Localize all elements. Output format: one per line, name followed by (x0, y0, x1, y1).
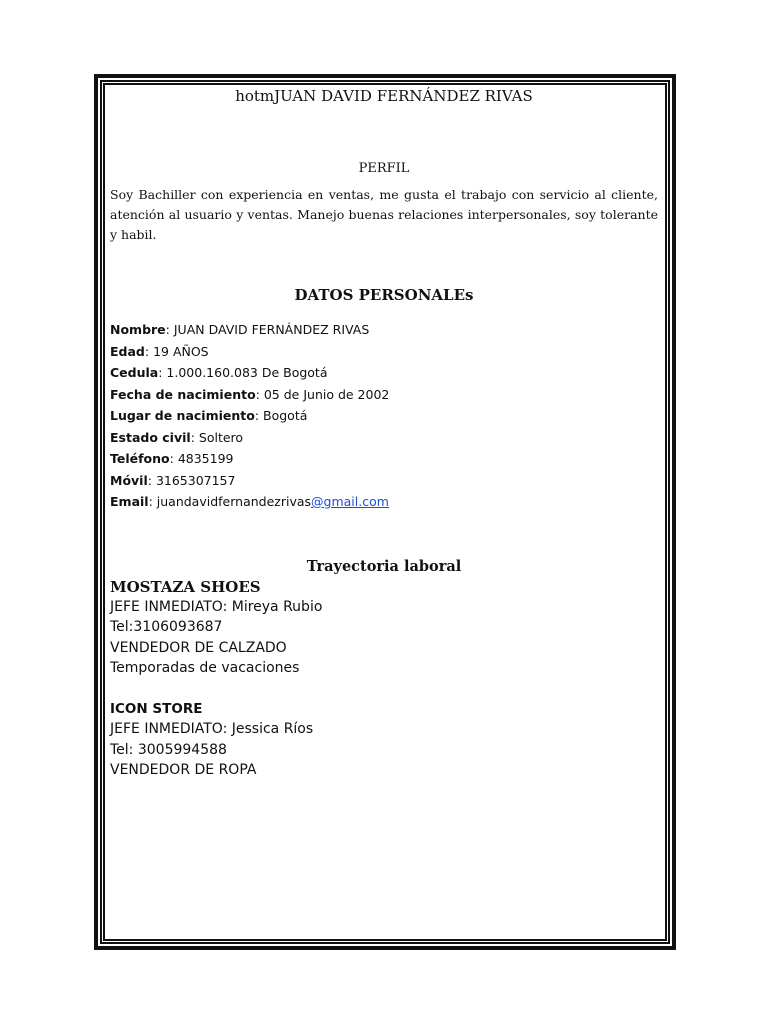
telefono-value: 4835199 (177, 451, 234, 466)
lugar-nacimiento-value: Bogotá (263, 408, 308, 423)
job2-jefe: JEFE INMEDIATO: Jessica Ríos (110, 721, 314, 737)
cedula-label: Cedula (110, 365, 159, 380)
fecha-nacimiento-value: 05 de Junio de 2002 (263, 386, 390, 402)
job2-cargo: VENDEDOR DE ROPA (110, 762, 257, 778)
cedula-value: 1.000.160.083 De Bogotá (166, 365, 328, 380)
datos-row-fecha-nacimiento: Fecha de nacimiento: 05 de Junio de 2002 (110, 386, 390, 402)
estado-civil-label: Estado civil (110, 429, 191, 445)
datos-row-email: Email: juandavidfernandezrivas@gmail.com (110, 494, 389, 509)
datos-personales-list (110, 319, 658, 513)
trayectoria-heading: Trayectoria laboral (306, 557, 462, 575)
email-user: juandavidfernandezrivas (156, 494, 312, 509)
datos-row-lugar-nacimiento: Lugar de nacimiento: Bogotá (110, 408, 308, 423)
edad-value: 19 AÑOS (153, 343, 209, 359)
edad-label: Edad (110, 343, 145, 359)
email-domain-link[interactable]: @gmail.com (311, 494, 389, 509)
nombre-value: JUAN DAVID FERNÁNDEZ RIVAS (173, 322, 370, 337)
movil-value: 3165307157 (155, 472, 236, 488)
job1-periodo: Temporadas de vacaciones (110, 660, 300, 676)
datos-row-movil: Móvil: 3165307157 (110, 472, 236, 488)
nombre-label: Nombre (110, 322, 166, 337)
datos-row-estado-civil: Estado civil: Soltero (110, 429, 244, 445)
job2-tel: Tel: 3005994588 (110, 741, 227, 758)
perfil-text: Soy Bachiller con experiencia en ventas, me gusta el trabajo con servicio al cliente, atención al usuario y ventas. Manejo buenas relaciones interpersonales, soy tolerante y habil. (110, 187, 658, 242)
datos-row-edad: Edad: 19 AÑOS (110, 343, 209, 359)
email-label: Email (110, 494, 149, 509)
telefono-label: Teléfono (110, 451, 170, 466)
job2-company: ICON STORE (110, 700, 203, 717)
job1-cargo: VENDEDOR DE CALZADO (110, 639, 287, 656)
job1-company: MOSTAZA SHOES (110, 577, 261, 596)
lugar-nacimiento-label: Lugar de nacimiento (110, 408, 255, 423)
datos-row-nombre: Nombre: JUAN DAVID FERNÁNDEZ RIVAS (110, 322, 370, 337)
perfil-heading: PERFIL (358, 161, 410, 176)
cv-name-title: hotmJUAN DAVID FERNÁNDEZ RIVAS (235, 87, 533, 105)
estado-civil-value: Soltero (198, 429, 244, 445)
datos-row-cedula: Cedula: 1.000.160.083 De Bogotá (110, 365, 328, 380)
job-icon-store (110, 699, 658, 781)
job1-jefe: JEFE INMEDIATO: Mireya Rubio (110, 598, 323, 615)
job1-tel: Tel:3106093687 (110, 619, 223, 635)
datos-personales-heading: DATOS PERSONALEs (294, 286, 474, 304)
job-mostaza-shoes (110, 577, 658, 679)
cv-content (110, 86, 658, 781)
datos-row-telefono: Teléfono: 4835199 (110, 451, 234, 466)
fecha-nacimiento-label: Fecha de nacimiento (110, 386, 256, 402)
movil-label: Móvil (110, 472, 148, 488)
